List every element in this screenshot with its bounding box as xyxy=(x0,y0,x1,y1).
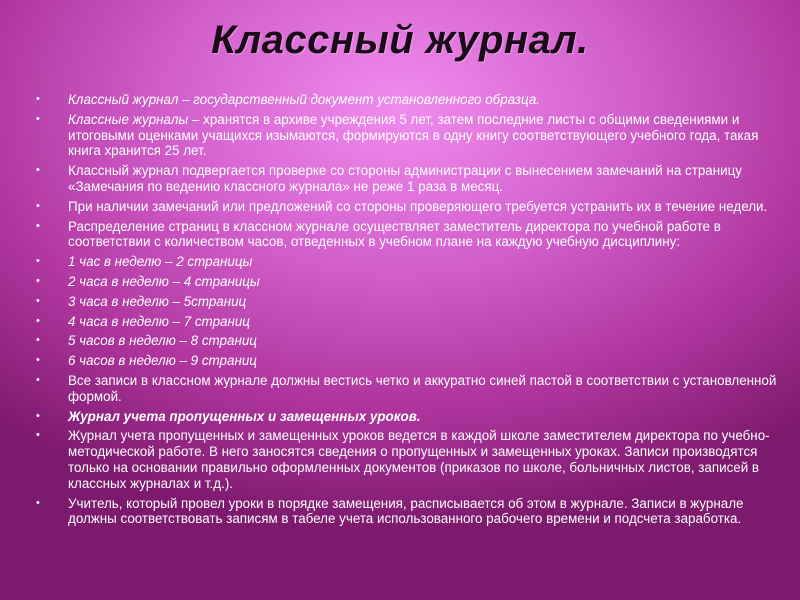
list-item xyxy=(36,112,788,159)
item-text: – хранятся в архиве учреждения 5 лет, затем последние листы с общими сведениями и итоговыми оценками учащихся изымаются, формируются в одну книгу соответствующего учебного года, такая книга хранится 25 лет. xyxy=(68,111,759,159)
bullet-icon: • xyxy=(36,112,40,125)
slide-title: Классный журнал. xyxy=(211,18,589,62)
item-text: Все записи в классном журнале должны вестись четко и аккуратно синей пастой в соответствии с установленной формой. xyxy=(68,372,777,404)
bullet-icon: • xyxy=(36,373,40,386)
item-lead: Журнал учета пропущенных и замещенных уроков. xyxy=(68,408,421,424)
bullet-icon: • xyxy=(36,274,40,287)
list-item xyxy=(36,496,788,528)
item-lead: 5 часов в неделю – 8 страниц xyxy=(68,333,257,349)
bullet-icon: • xyxy=(36,219,40,232)
item-lead: 3 часа в неделю – 5страниц xyxy=(68,293,247,309)
list-item xyxy=(36,163,788,195)
item-lead: 6 часов в неделю – 9 страниц xyxy=(68,353,257,369)
list-item xyxy=(36,428,788,491)
item-lead: 2 часа в неделю – 4 страницы xyxy=(68,273,260,289)
item-text: Классный журнал подвергается проверке со стороны администрации с вынесением замечаний на страницу «Замечания по ведению классного журнала» не реже 1 раза в месяц. xyxy=(68,163,742,194)
item-lead: Классные журналы xyxy=(68,111,189,127)
list-item xyxy=(36,294,788,310)
bullet-icon: • xyxy=(36,199,40,212)
bullet-icon: • xyxy=(36,314,40,327)
list-item xyxy=(36,353,788,369)
list-item xyxy=(36,274,788,290)
bullet-icon: • xyxy=(36,334,40,347)
bullet-icon: • xyxy=(36,429,40,442)
list-item xyxy=(36,333,788,349)
item-text: Распределение страниц в классном журнале осуществляет заместитель директора по учебной работе в соответствии с количеством часов, отведенных в учебном плане на каждую учебную дисциплину: xyxy=(68,218,721,250)
item-text: Журнал учета пропущенных и замещенных уроков ведется в каждой школе заместителем директора по учебно-методической работе. В него заносятся сведения о пропущенных и замещенных уроках. Записи производятся только на основании правильно оформленных документов (приказов по школе, больничных листов, записей в классных журналах и т.д.). xyxy=(68,428,770,491)
bullet-icon: • xyxy=(36,409,40,422)
item-lead: 1 час в неделю – 2 страницы xyxy=(68,254,253,270)
bullet-icon: • xyxy=(36,496,40,509)
bullet-icon: • xyxy=(36,255,40,268)
item-lead: 4 часа в неделю – 7 страниц xyxy=(68,313,250,329)
list-item xyxy=(36,254,788,270)
item-text: – государственный документ установленного образца. xyxy=(178,92,541,107)
bullet-icon: • xyxy=(36,354,40,367)
list-item xyxy=(36,219,788,251)
item-lead: Классный журнал xyxy=(68,92,179,107)
list-item xyxy=(36,92,788,108)
list-item xyxy=(36,199,788,215)
bullet-list xyxy=(36,92,788,531)
item-text: При наличии замечаний или предложений со стороны проверяющего требуется устранить их в течение недели. xyxy=(68,198,768,214)
bullet-icon: • xyxy=(36,164,40,177)
list-item xyxy=(36,373,788,405)
list-item xyxy=(36,314,788,330)
bullet-icon: • xyxy=(36,294,40,307)
list-item xyxy=(36,409,788,425)
item-text: Учитель, который провел уроки в порядке замещения, расписывается об этом в журнале. Записи в журнале должны соответствовать записям в табеле учета использованного рабочего времени и подсчета заработка. xyxy=(68,495,744,527)
bullet-icon: • xyxy=(36,93,40,105)
